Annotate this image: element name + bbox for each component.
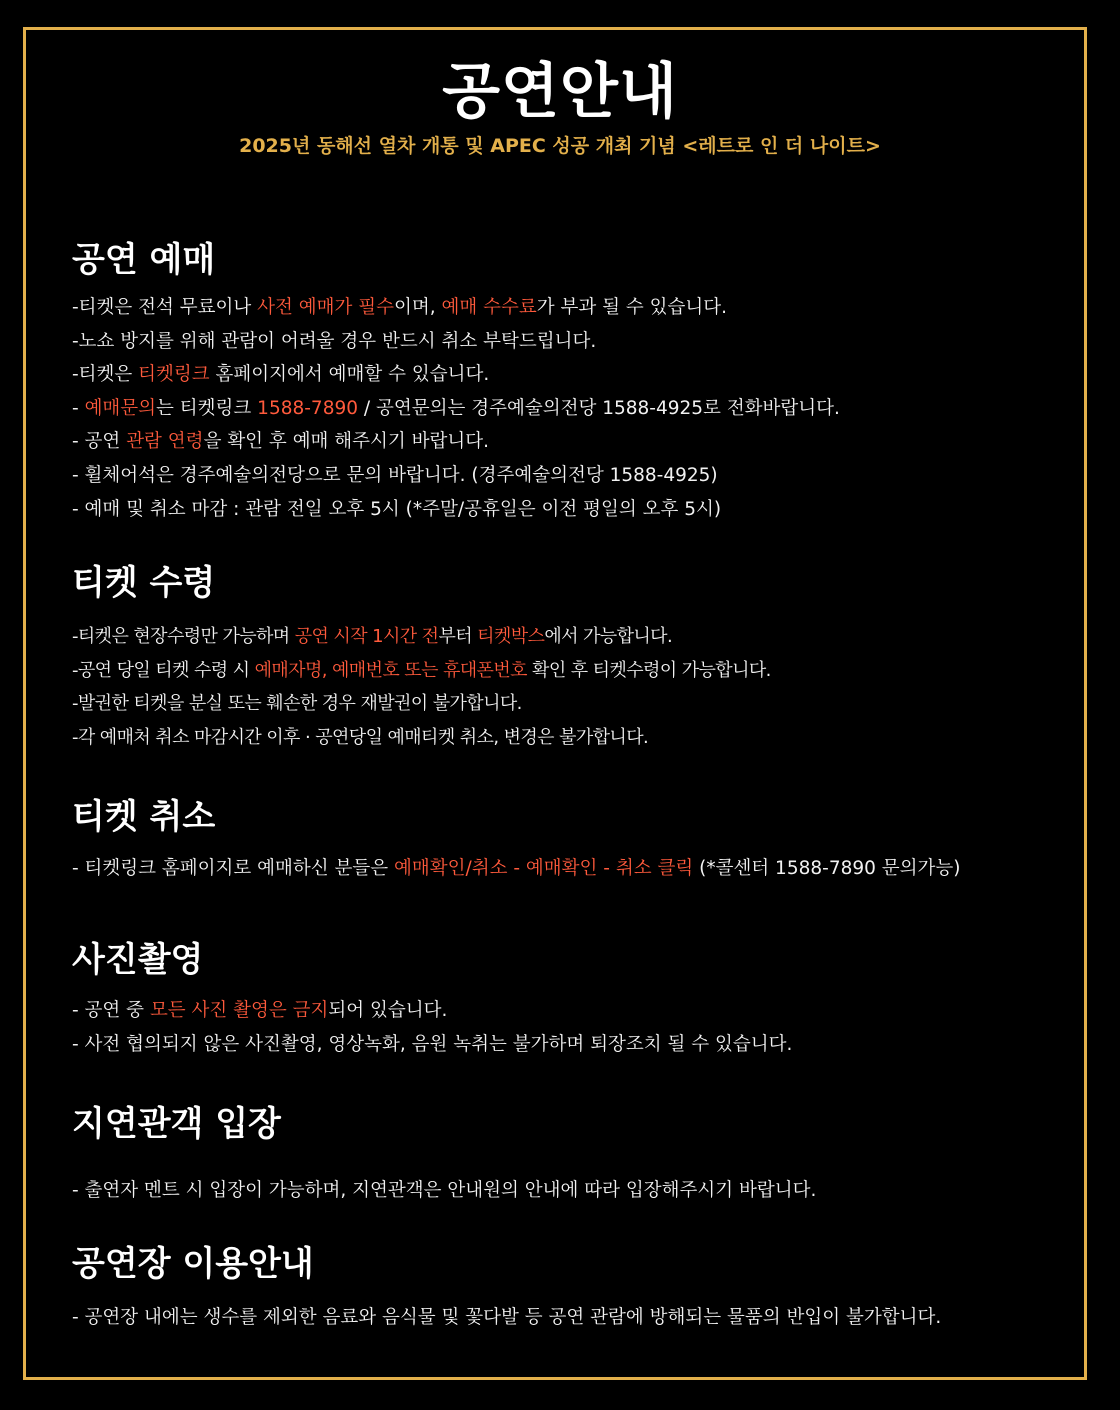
section-heading: 지연관객 입장	[72, 1104, 281, 1144]
notice-text: 확인 후 티켓수령이 가능합니다.	[526, 660, 771, 681]
notice-text: / 공연문의는 경주예술의전당 1588-4925로 전화바랍니다.	[358, 398, 840, 419]
notice-line	[72, 397, 840, 421]
notice-line	[72, 296, 727, 320]
notice-text: -	[72, 398, 85, 419]
notice-line	[72, 498, 721, 522]
notice-text: - 사전 협의되지 않은 사진촬영, 영상녹화, 음원 녹취는 불가하며 퇴장조치 될 수 있습니다.	[72, 1034, 793, 1055]
highlighted-text: 모든 사진 촬영은 금지	[149, 1000, 329, 1021]
notice-text: -티켓은	[72, 364, 139, 385]
section-heading: 공연장 이용안내	[72, 1244, 314, 1284]
notice-text: - 출연자 멘트 시 입장이 가능하며, 지연관객은 안내원의 안내에 따라 입장해주시기 바랍니다.	[72, 1180, 817, 1201]
notice-text: 되어 있습니다.	[328, 1000, 448, 1021]
notice-line	[72, 464, 718, 488]
section-ticket-booking	[72, 238, 1072, 520]
notice-line	[72, 430, 489, 454]
notice-text: -각 예매처 취소 마감시간 이후 · 공연당일 예매티켓 취소, 변경은 불가합니다.	[72, 727, 649, 748]
notice-text: -공연 당일 티켓 수령 시	[72, 660, 255, 681]
notice-text: 이며,	[394, 297, 442, 318]
notice-line	[72, 625, 672, 649]
notice-text: -티켓은 전석 무료이나	[72, 297, 258, 318]
highlighted-text: 예매확인/취소 - 예매확인 - 취소 클릭	[394, 858, 694, 879]
highlighted-text: 관람 연령	[126, 431, 204, 452]
notice-line	[72, 857, 960, 881]
notice-line	[72, 999, 447, 1023]
notice-text: -티켓은 현장수령만 가능하며	[72, 626, 295, 647]
highlighted-text: 티켓링크	[138, 364, 210, 385]
page-subtitle: 2025년 동해선 열차 개통 및 APEC 성공 개최 기념 <레트로 인 더 나이트>	[239, 135, 881, 157]
notice-line	[72, 363, 489, 387]
notice-line	[72, 1179, 816, 1203]
highlighted-text: 예매자명, 예매번호 또는 휴대폰번호	[254, 660, 527, 681]
highlighted-text: 예매문의	[84, 398, 157, 419]
notice-text: -노쇼 방지를 위해 관람이 어려울 경우 반드시 취소 부탁드립니다.	[72, 331, 597, 352]
notice-text: 을 확인 후 예매 해주시기 바랍니다.	[203, 431, 490, 452]
notice-line	[72, 726, 648, 750]
notice-text: 는 티켓링크	[156, 398, 258, 419]
notice-text: 홈페이지에서 예매할 수 있습니다.	[209, 364, 490, 385]
highlighted-text: 사전 예매가 필수	[257, 297, 395, 318]
highlighted-text: 공연 시작 1시간 전	[294, 626, 439, 647]
section-ticket-pickup	[72, 561, 1072, 748]
notice-text: 에서 가능합니다.	[544, 626, 673, 647]
notice-line	[72, 330, 596, 354]
notice-line	[72, 692, 522, 716]
notice-text: - 공연	[72, 431, 127, 452]
notice-text: - 휠체어석은 경주예술의전당으로 문의 바랍니다. (경주예술의전당 1588-4925)	[72, 465, 718, 486]
section-heading: 공연 예매	[72, 240, 216, 280]
section-late-entry	[72, 1102, 1072, 1201]
notice-text: - 공연 중	[72, 1000, 150, 1021]
section-heading: 티켓 취소	[72, 797, 216, 837]
notice-line	[72, 1033, 792, 1057]
highlighted-text: 티켓박스	[477, 626, 545, 647]
page-title: 공연안내	[442, 57, 678, 127]
notice-text: - 예매 및 취소 마감 : 관람 전일 오후 5시 (*주말/공휴일은 이전 평일의 오후 5시)	[72, 499, 722, 520]
highlighted-text: 1588-7890	[257, 398, 359, 419]
notice-text: - 티켓링크 홈페이지로 예매하신 분들은	[72, 858, 395, 879]
notice-text: (*콜센터 1588-7890 문의가능)	[693, 858, 961, 879]
notice-text: 가 부과 될 수 있습니다.	[536, 297, 728, 318]
notice-text: -발권한 티켓을 분실 또는 훼손한 경우 재발권이 불가합니다.	[72, 693, 522, 714]
notice-text: - 공연장 내에는 생수를 제외한 음료와 음식물 및 꽃다발 등 공연 관람에 방해되는 물품의 반입이 불가합니다.	[72, 1307, 942, 1328]
section-photography	[72, 938, 1072, 1055]
section-heading: 사진촬영	[72, 940, 204, 980]
section-venue-guide	[72, 1242, 1072, 1328]
section-ticket-cancel	[72, 795, 1072, 879]
notice-line	[72, 1306, 941, 1330]
highlighted-text: 예매 수수료	[441, 297, 537, 318]
notice-line	[72, 659, 771, 683]
notice-text: 부터	[438, 626, 478, 647]
section-heading: 티켓 수령	[72, 563, 216, 603]
